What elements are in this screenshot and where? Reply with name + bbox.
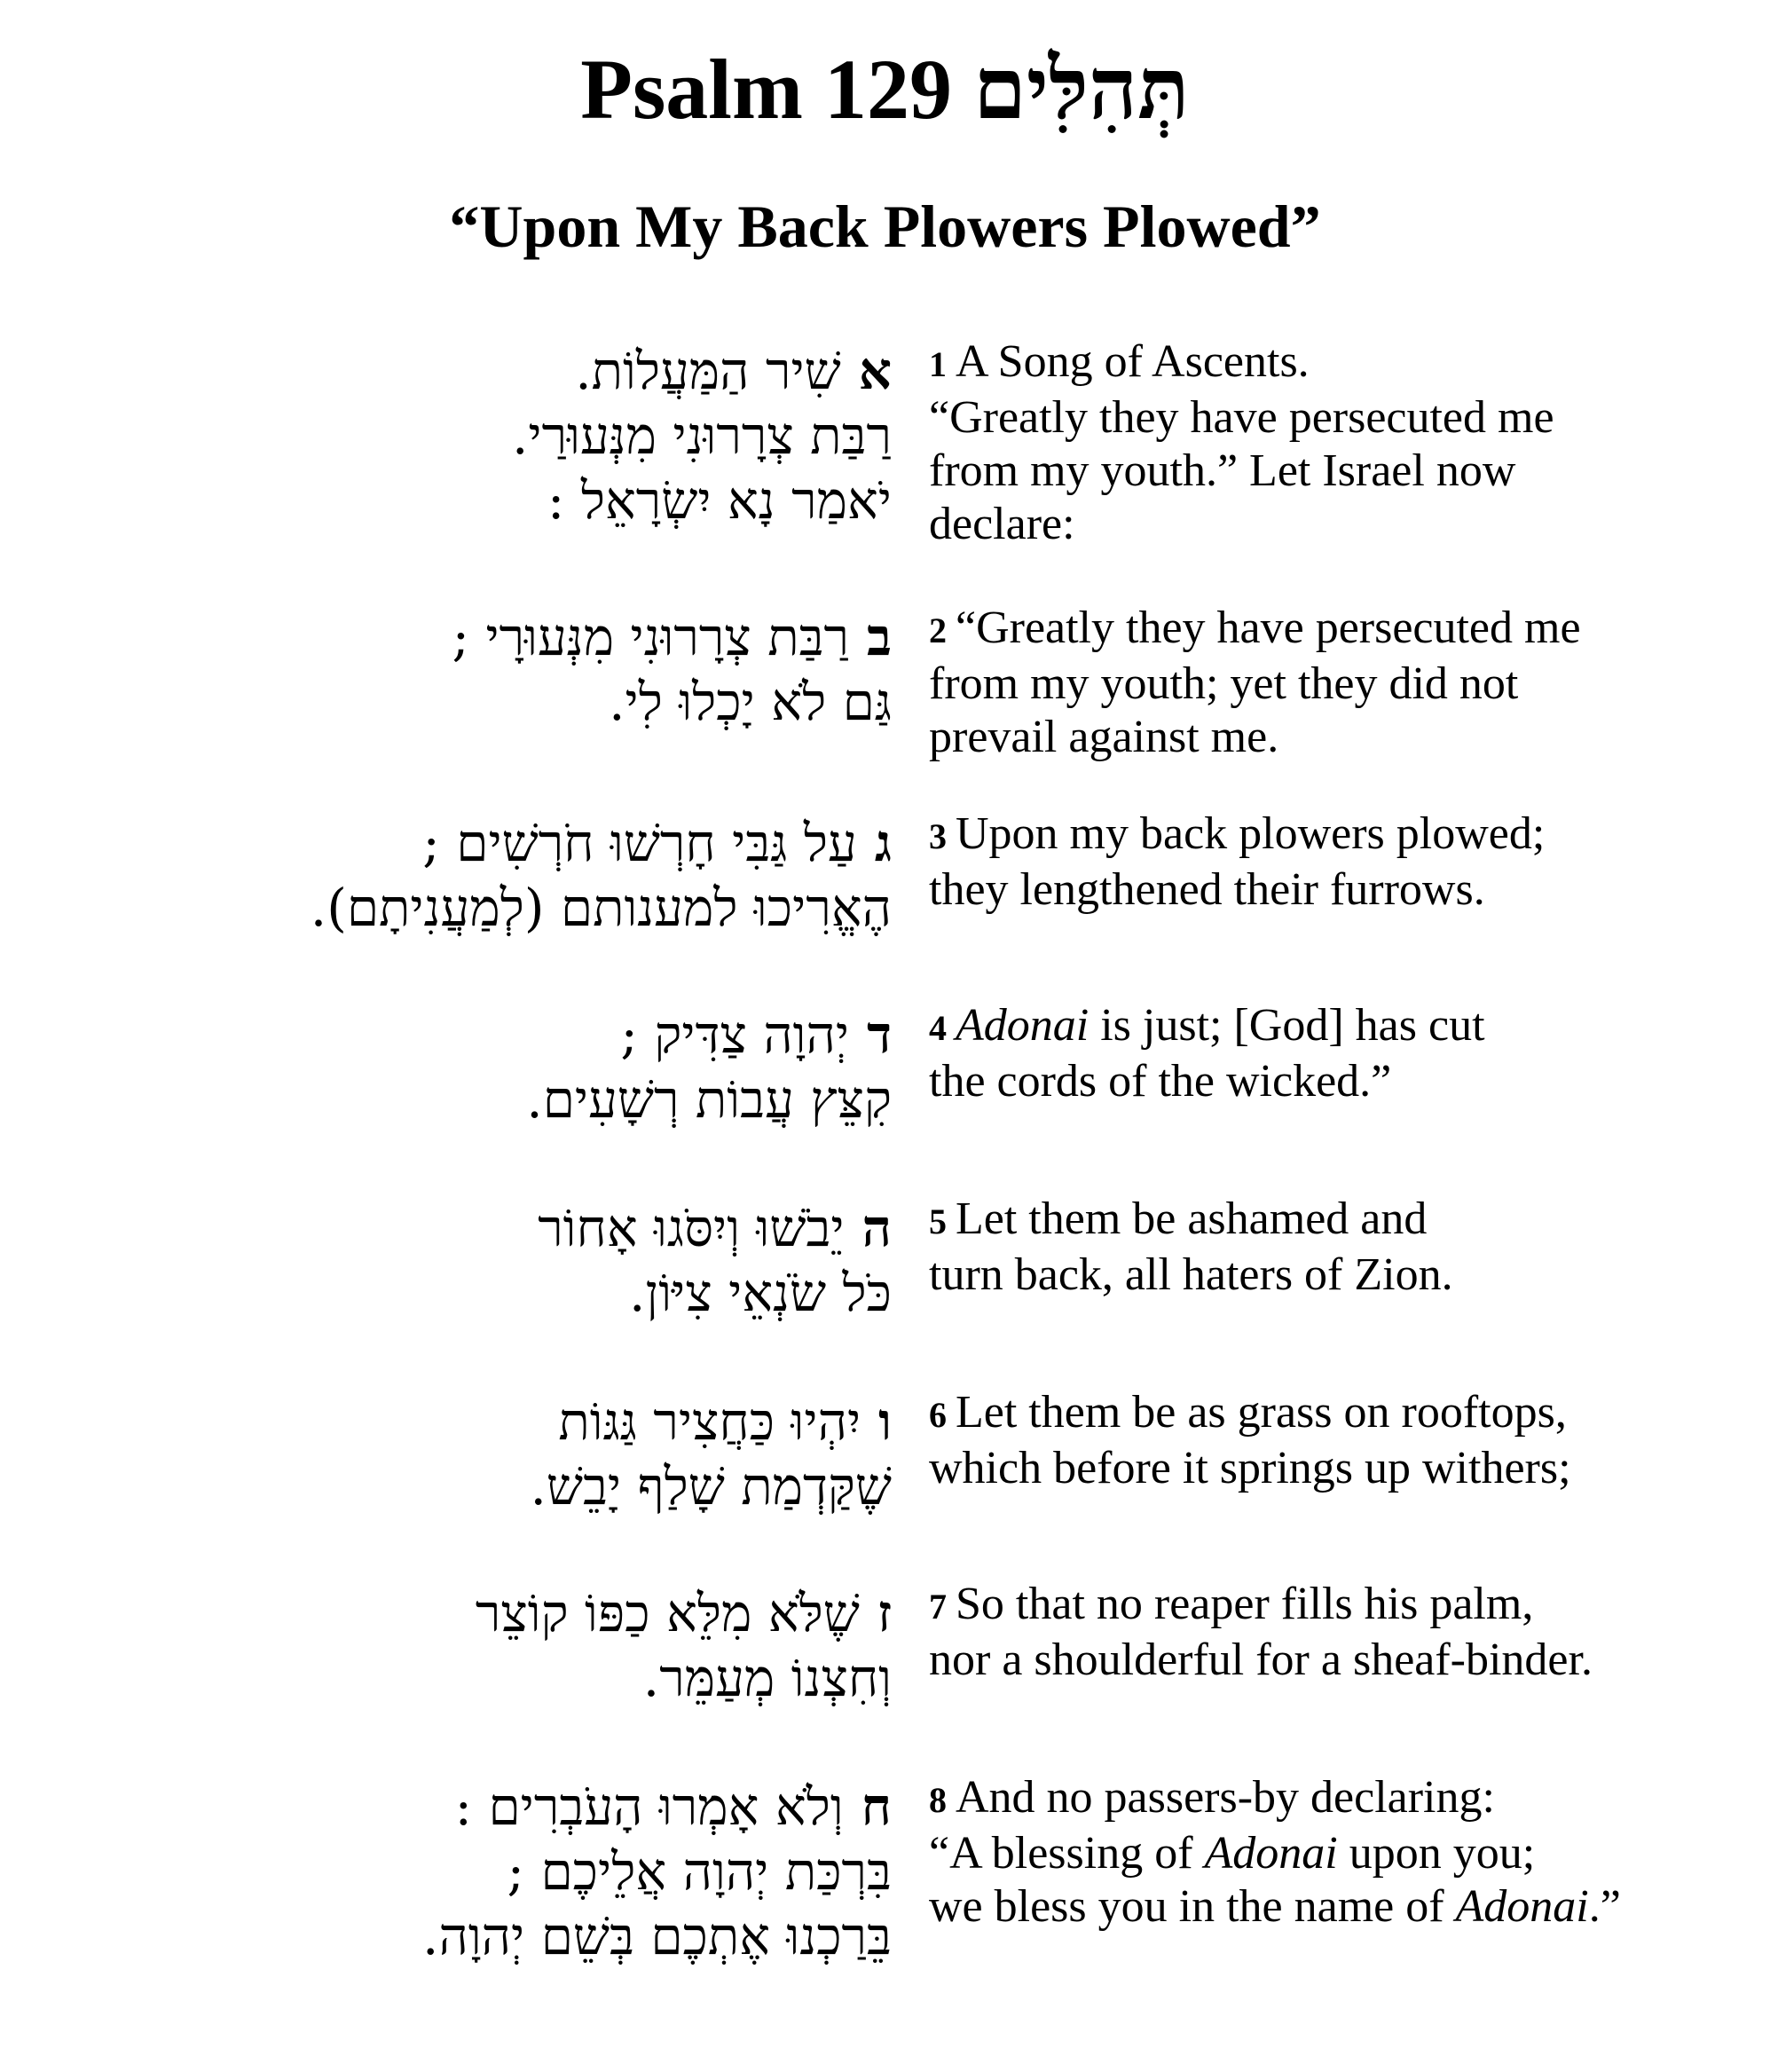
verse-number: 8 [929,1780,947,1820]
english-line: prevail against me. [929,712,1279,762]
hebrew-line: הֶאֱרִיכוּ למענותם (לְמַעֲנִיתָם). [310,878,892,938]
hebrew-line: זשֶׁלֹּא מִלֵּא כַפּוֹ קוֹצֵר [475,1583,892,1643]
english-line: which before it springs up withers; [929,1443,1571,1493]
english-line: 6 Let them be as grass on rooftops, [929,1387,1567,1438]
hebrew-verse-letter: א [858,341,892,401]
verse-number: 5 [929,1201,947,1241]
hebrew-text [93,1390,892,1519]
english-line: we bless you in the name of Adonai.” [929,1881,1621,1932]
title-hebrew: תְּהִלִּים [972,38,1190,138]
verse-number: 4 [929,1008,947,1048]
english-line: nor a shoulderful for a sheaf-binder. [929,1635,1593,1685]
hebrew-text [93,1775,892,1969]
english-line: 1 A Song of Ascents. [929,336,1310,387]
hebrew-line: חוְלֹא אָמְרוּ הָעֹבְרִים : [454,1777,892,1837]
hebrew-line: רַבַּת צְרָרוּנִי מִנְּעוּרַי. [511,406,892,466]
hebrew-text [93,811,892,941]
hebrew-verse-letter: ד [867,1004,892,1065]
hebrew-verse-letter: ז [877,1583,892,1643]
page-title [0,35,1770,143]
english-line: turn back, all haters of Zion. [929,1249,1453,1300]
hebrew-text [93,1003,892,1132]
english-line: from my youth.” Let Israel now [929,445,1516,496]
english-line: 8 And no passers-by declaring: [929,1772,1495,1823]
english-text [929,999,1763,1108]
english-line: 4 Adonai is just; [God] has cut [929,1000,1485,1051]
page-subtitle: “Upon My Back Plowers Plowed” [449,193,1321,260]
verse-number: 7 [929,1587,947,1627]
english-text [929,335,1763,551]
english-line: 2 “Greatly they have persecuted me [929,603,1581,653]
english-line: 5 Let them be ashamed and [929,1194,1428,1244]
hebrew-line: בִּרְכַּת יְהוָה אֲלֵיכֶם ; [507,1841,892,1902]
verse-number: 1 [929,344,947,384]
hebrew-line: וְחִצְנוֹ מְעַמֵּר. [642,1648,892,1708]
hebrew-verse-letter: ה [861,1198,892,1258]
hebrew-line: כֹּל שֹׂנְאֵי צִיּוֹן. [629,1263,892,1323]
hebrew-line: יֹאמַר נָא יִשְׂרָאֵל : [547,470,892,531]
hebrew-line: אשִׁיר הַמַּעֲלוֹת. [575,341,892,401]
hebrew-line: בֵּרַכְנוּ אֶתְכֶם בְּשֵׁם יְהוָה. [422,1906,892,1966]
hebrew-verse-letter: ו [878,1391,892,1452]
verse-number: 2 [929,611,947,650]
english-line: 3 Upon my back plowers plowed; [929,808,1546,859]
hebrew-line: שֶׁקַּדְמַת שָׁלַף יָבֵשׁ. [530,1456,892,1517]
hebrew-line: ויִהְיוּ כַּחֲצִיר גַּגּוֹת [558,1391,892,1452]
hebrew-text [93,1581,892,1711]
title-english: Psalm 129 [580,42,952,137]
english-line: declare: [929,499,1075,549]
english-text [929,808,1763,917]
hebrew-text [93,605,892,735]
english-line: “A blessing of Adonai upon you; [929,1828,1536,1879]
english-text [929,1193,1763,1302]
hebrew-verse-letter: ח [861,1777,892,1837]
hebrew-line: קִצֵּץ עֲבוֹת רְשָׁעִים. [526,1069,892,1130]
hebrew-line: דיְהוָה צַדִּיק ; [620,1004,892,1065]
verse-number: 3 [929,816,947,856]
english-text [929,602,1763,764]
english-line: from my youth; yet they did not [929,658,1519,709]
english-text [929,1386,1763,1495]
english-line: “Greatly they have persecuted me [929,392,1554,443]
hebrew-line: גַּם לֹא יָכְלוּ לִי. [609,672,892,732]
hebrew-line: ברַבַּת צְרָרוּנִי מִנְּעוּרָי ; [452,607,892,667]
english-line: 7 So that no reaper fills his palm, [929,1579,1534,1629]
english-line: they lengthened their furrows. [929,864,1485,915]
hebrew-text [93,1196,892,1326]
english-line: the cords of the wicked.” [929,1056,1392,1107]
hebrew-line: געַל גַּבִּי חָרְשׁוּ חֹרְשִׁים ; [422,813,892,873]
hebrew-verse-letter: ב [867,607,892,667]
hebrew-verse-letter: ג [874,813,892,873]
hebrew-line: היֵבֹשׁוּ וְיִסֹּגוּ אָחוֹר [538,1198,892,1258]
english-text [929,1578,1763,1687]
english-text [929,1771,1763,1934]
verse-number: 6 [929,1395,947,1435]
hebrew-text [93,339,892,533]
